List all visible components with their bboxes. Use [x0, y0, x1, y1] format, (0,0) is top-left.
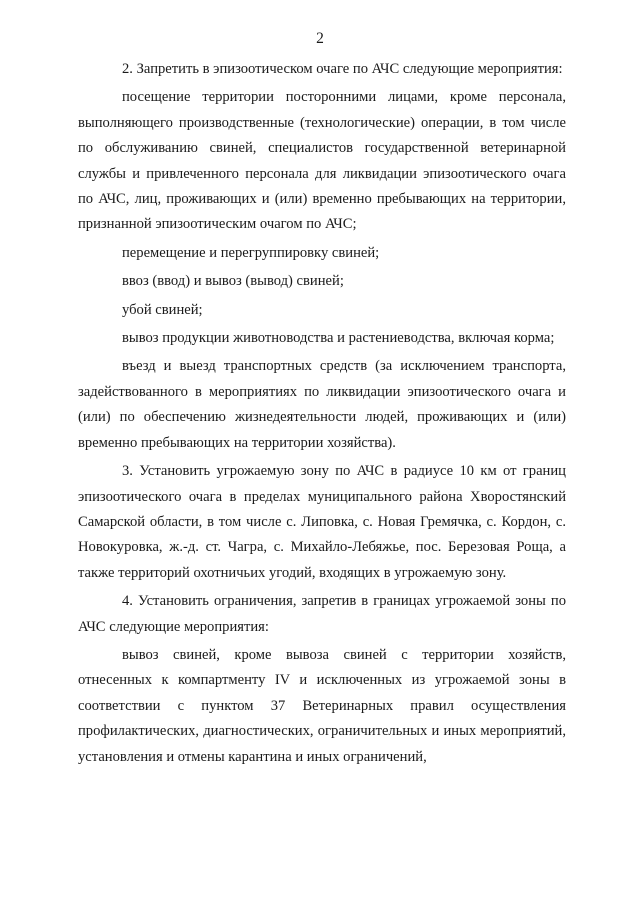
paragraph-slaughter: убой свиней;	[122, 301, 203, 318]
paragraph-import-export: ввоз (ввод) и вывоз (вывод) свиней;	[122, 273, 344, 290]
paragraph-item-2: 2. Запретить в эпизоотическом очаге по АЧС следующие мероприятия:	[122, 61, 563, 77]
paragraph-products-export: вывоз продукции животноводства и растениеводства, включая корма;	[122, 330, 555, 347]
paragraph-movement: перемещение и перегруппировку свиней;	[122, 244, 380, 261]
paragraph-item-3: 3. Установить угрожаемую зону по АЧС в радиусе 10 км от границ эпизоотического очага в пределах муниципального района Хворостянский Самарской области, в том числе с. Липовка, с. Новая Гремячка, с. Кордон, с. Новокуровка, ж.-д. ст. Чагра, с. Михайло-Лебяжье, пос. Березовая Роща, а также территорий охотничьих угодий, входящих в угрожаемую зону.	[78, 463, 566, 581]
paragraph-pig-export-zone: вывоз свиней, кроме вывоза свиней с территории хозяйств, отнесенных к компартменту IV и исключенных из угрожаемой зоны в соответствии с пунктом 37 Ветеринарных правил осуществления профилактических, диагностических, ограничительных и иных мероприятий, установления и отмены карантина и иных ограничений,	[78, 646, 566, 765]
paragraph-vehicles: въезд и выезд транспортных средств (за исключением транспорта, задействованного в мероприятиях по ликвидации эпизоотического очага и (или) по обеспечению жизнедеятельности людей, проживающих и (или) временно пребывающих на территории хозяйства).	[78, 358, 566, 451]
page-number: 2	[316, 30, 324, 47]
document-body	[78, 57, 566, 773]
paragraph-visit-ban: посещение территории посторонними лицами, кроме персонала, выполняющего производственные (технологические) операции, в том числе по обслуживанию свиней, специалистов государственной ветеринарной службы и привлеченного персонала для ликвидации эпизоотического очага по АЧС, лиц, проживающих и (или) временно пребывающих на территории, признанной эпизоотическим очагом по АЧС;	[78, 89, 566, 233]
paragraph-item-4: 4. Установить ограничения, запретив в границах угрожаемой зоны по АЧС следующие мероприятия:	[78, 593, 566, 635]
